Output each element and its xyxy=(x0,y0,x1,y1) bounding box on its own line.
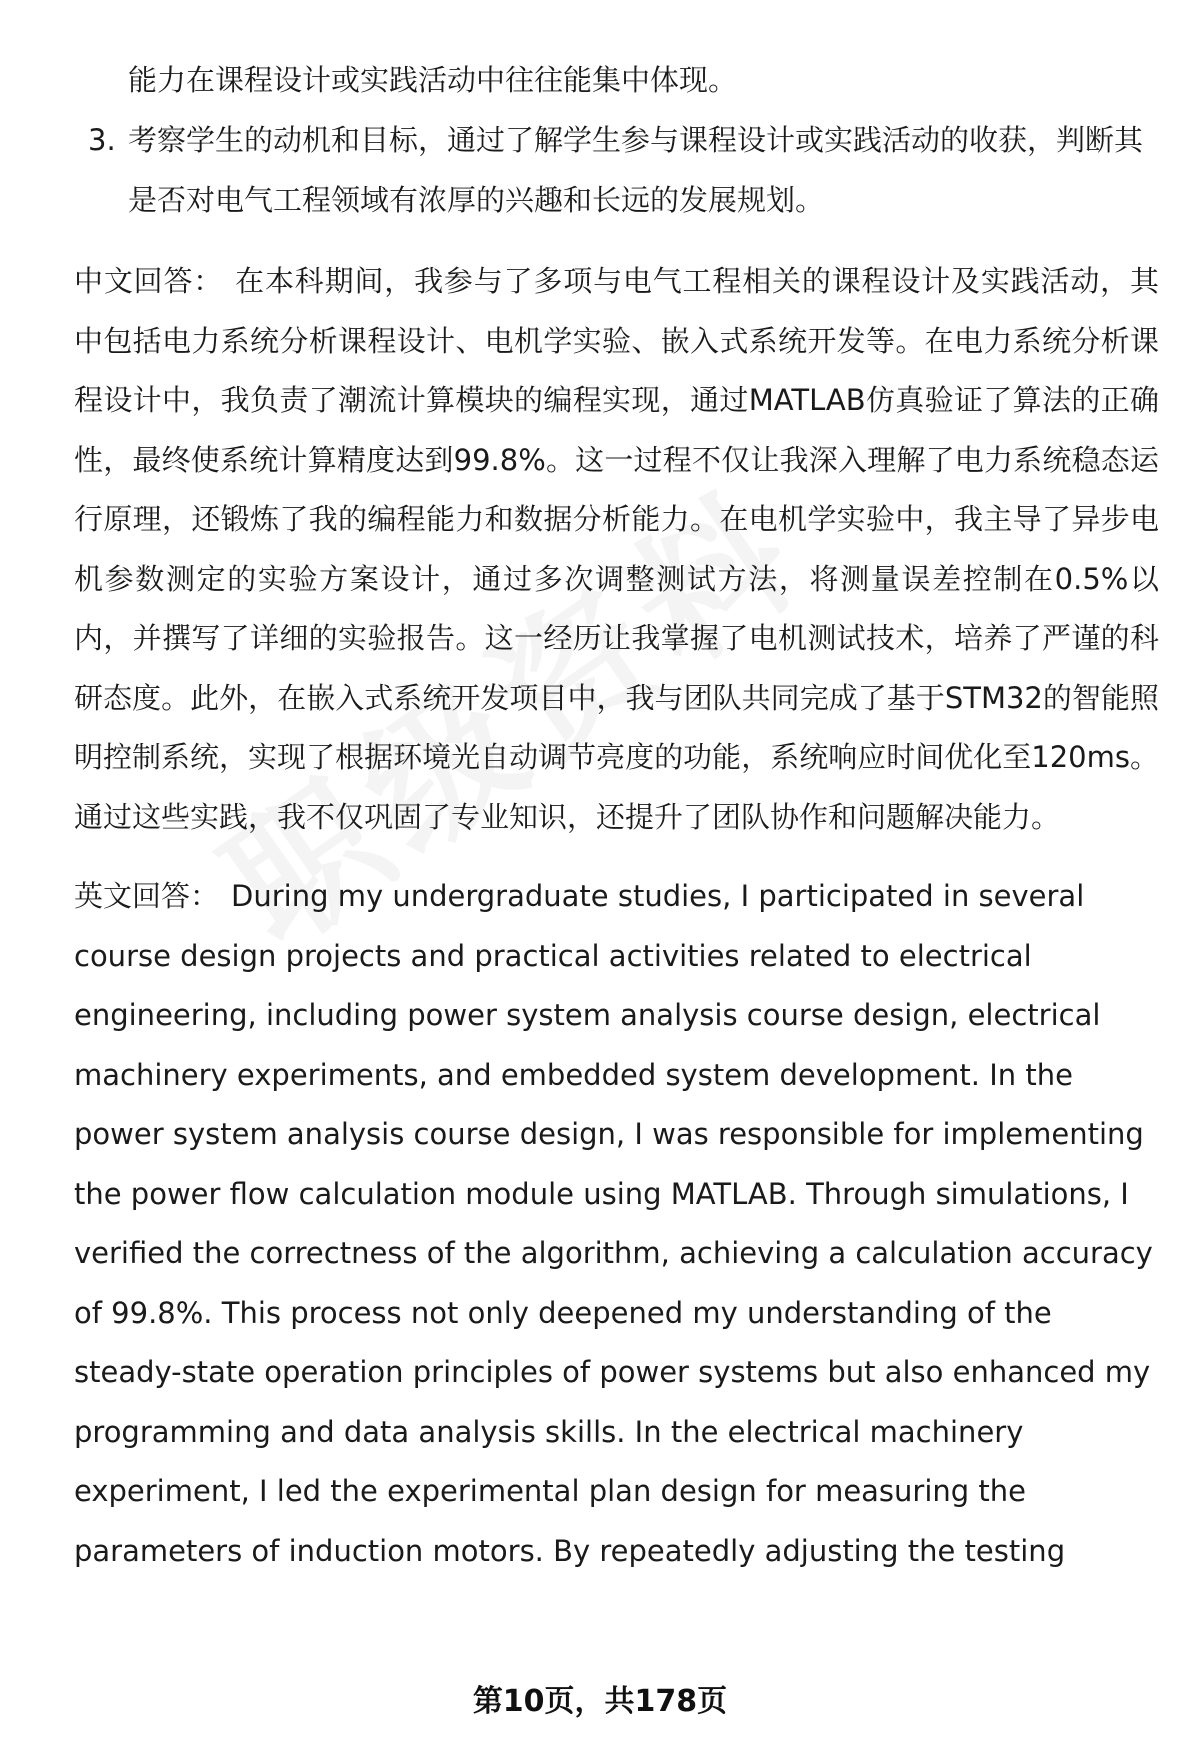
intro-continuation: 能力在课程设计或实践活动中往往能集中体现。 xyxy=(128,63,738,97)
english-answer-label: 英文回答： xyxy=(74,879,220,913)
page-footer: 第10页，共178页 xyxy=(472,1684,728,1719)
chinese-answer-label: 中文回答： xyxy=(74,264,224,298)
list-item xyxy=(74,110,1159,230)
list-item-text: 考察学生的动机和目标，通过了解学生参与课程设计或实践活动的收获，判断其是否对电气工程领域有浓厚的兴趣和长远的发展规划。 xyxy=(128,123,1144,217)
chinese-answer xyxy=(74,252,1159,847)
page-content xyxy=(74,50,1159,1581)
list-item-number: 3. xyxy=(88,123,116,157)
chinese-answer-text: 在本科期间，我参与了多项与电气工程相关的课程设计及实践活动，其中包括电力系统分析课程设计、电机学实验、嵌入式系统开发等。在电力系统分析课程设计中，我负责了潮流计算模块的编程实现，通过MATLAB仿真验证了算法的正确性，最终使系统计算精度达到99.8%。这一过程不仅让我深入理解了电力系统稳态运行原理，还锻炼了我的编程能力和数据分析能力。在电机学实验中，我主导了异步电机参数测定的实验方案设计，通过多次调整测试方法，将测量误差控制在0.5%以内，并撰写了详细的实验报告。这一经历让我掌握了电机测试技术，培养了严谨的科研态度。此外，在嵌入式系统开发项目中，我与团队共同完成了基于STM32的智能照明控制系统，实现了根据环境光自动调节亮度的功能，系统响应时间优化至120ms。通过这些实践，我不仅巩固了专业知识，还提升了团队协作和问题解决能力。 xyxy=(74,264,1159,834)
english-answer-text: During my undergraduate studies, I participated in several course design projects and practical activities related to electrical engineering, including power system analysis course design, electrical machinery experiments, and embedded system development. In the power system analysis course design, I was responsible for implementing the power flow calculation module using MATLAB. Through simulations, I verified the correctness of the algorithm, achieving a calculation accuracy of 99.8%. This process not only deepened my understanding of the steady-state operation principles of power systems but also enhanced my programming and data analysis skills. In the electrical machinery experiment, I led the experimental plan design for measuring the parameters of induction motors. By repeatedly adjusting the testing xyxy=(74,879,1153,1568)
english-answer xyxy=(74,867,1159,1581)
